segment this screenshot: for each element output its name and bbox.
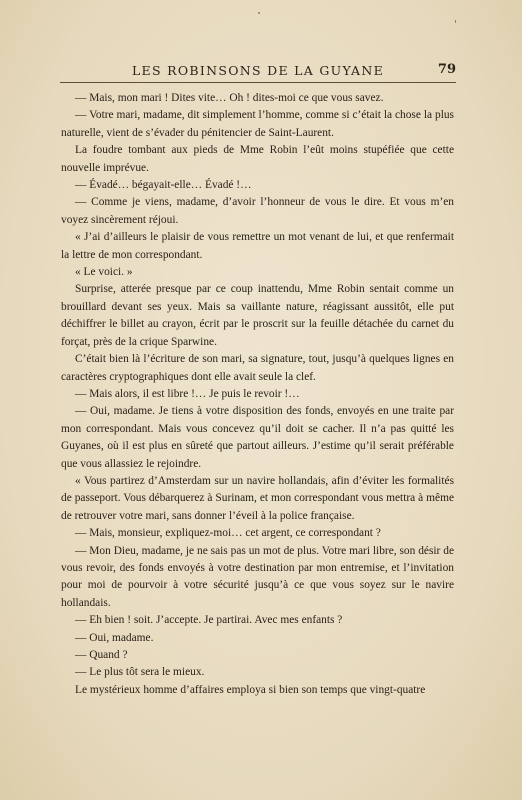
paragraph: « Vous partirez d’Amsterdam sur un navire hollandais, afin d’éviter les formalités de passeport. Vous débarquerez à Surinam, et mon correspondant vous mettra à même de retrouver votre mari, sans donner l’éveil à la police française. bbox=[61, 474, 454, 522]
running-head bbox=[60, 61, 456, 81]
paragraph: — Évadé… bégayait-elle… Évadé !… bbox=[75, 179, 252, 192]
paragraph: — Mais alors, il est libre !… Je puis le revoir !… bbox=[75, 387, 300, 400]
paper-speck bbox=[455, 20, 456, 23]
paragraph: — Oui, madame. bbox=[75, 631, 154, 644]
paragraph: — Mon Dieu, madame, je ne sais pas un mot de plus. Votre mari libre, son désir de vous revoir, des fonds envoyés à votre destination par mon entremise, et l’invitation pour moi de pourvoir à votre sécurité jusqu’à ce que vous soyez sur le navire hollandais. bbox=[61, 544, 454, 609]
paragraph: « J’ai d’ailleurs le plaisir de vous remettre un mot venant de lui, et que renfermait la lettre de mon correspondant. bbox=[61, 231, 454, 261]
running-title: LES ROBINSONS DE LA GUYANE bbox=[131, 63, 385, 78]
paragraph: — Mais, monsieur, expliquez-moi… cet argent, ce correspondant ? bbox=[75, 527, 381, 540]
paragraph: La foudre tombant aux pieds de Mme Robin l’eût moins stupéfiée que cette nouvelle imprévue. bbox=[61, 144, 454, 174]
paragraph: — Votre mari, madame, dit simplement l’homme, comme si c’était la chose la plus naturelle, vient de s’évader du pénitencier de Saint-Laurent. bbox=[61, 109, 454, 139]
body-text bbox=[61, 90, 454, 699]
paragraph: — Le plus tôt sera le mieux. bbox=[75, 666, 205, 679]
paragraph: C’était bien là l’écriture de son mari, sa signature, tout, jusqu’à quelques lignes en caractères cryptographiques dont elle avait seule la clef. bbox=[61, 353, 454, 383]
paragraph: — Oui, madame. Je tiens à votre disposition des fonds, envoyés en une traite par mon correspondant. Mais vous concevez qu’il doit se cacher. Il n’a pas quitté les Guyanes, où il est plus en sûreté que partout ailleurs. J’estime qu’il serait préférable que vous allassiez le rejoindre. bbox=[61, 405, 454, 470]
paragraph: — Mais, mon mari ! Dites vite… Oh ! dites-moi ce que vous savez. bbox=[75, 92, 384, 104]
paragraph: — Quand ? bbox=[75, 649, 128, 661]
paper-speck bbox=[258, 12, 260, 14]
page-number: 79 bbox=[437, 62, 456, 77]
paragraph: « Le voici. » bbox=[75, 266, 133, 279]
header-rule bbox=[60, 82, 456, 83]
paragraph: Surprise, atterée presque par ce coup inattendu, Mme Robin sentait comme un brouillard devant ses yeux. Mais sa vaillante nature, réagissant aussitôt, elle put déchiffrer le billet au crayon, écrit par le proscrit sur la feuille détachée du carnet du forçat, près de la crique Sparwine. bbox=[61, 283, 454, 348]
paragraph: — Eh bien ! soit. J’accepte. Je partirai. Avec mes enfants ? bbox=[75, 614, 343, 627]
paragraph: — Comme je viens, madame, d’avoir l’honneur de vous le dire. Et vous m’en voyez sincèrement réjoui. bbox=[61, 196, 454, 226]
paragraph: Le mystérieux homme d’affaires employa si bien son temps que vingt-quatre bbox=[75, 683, 426, 696]
